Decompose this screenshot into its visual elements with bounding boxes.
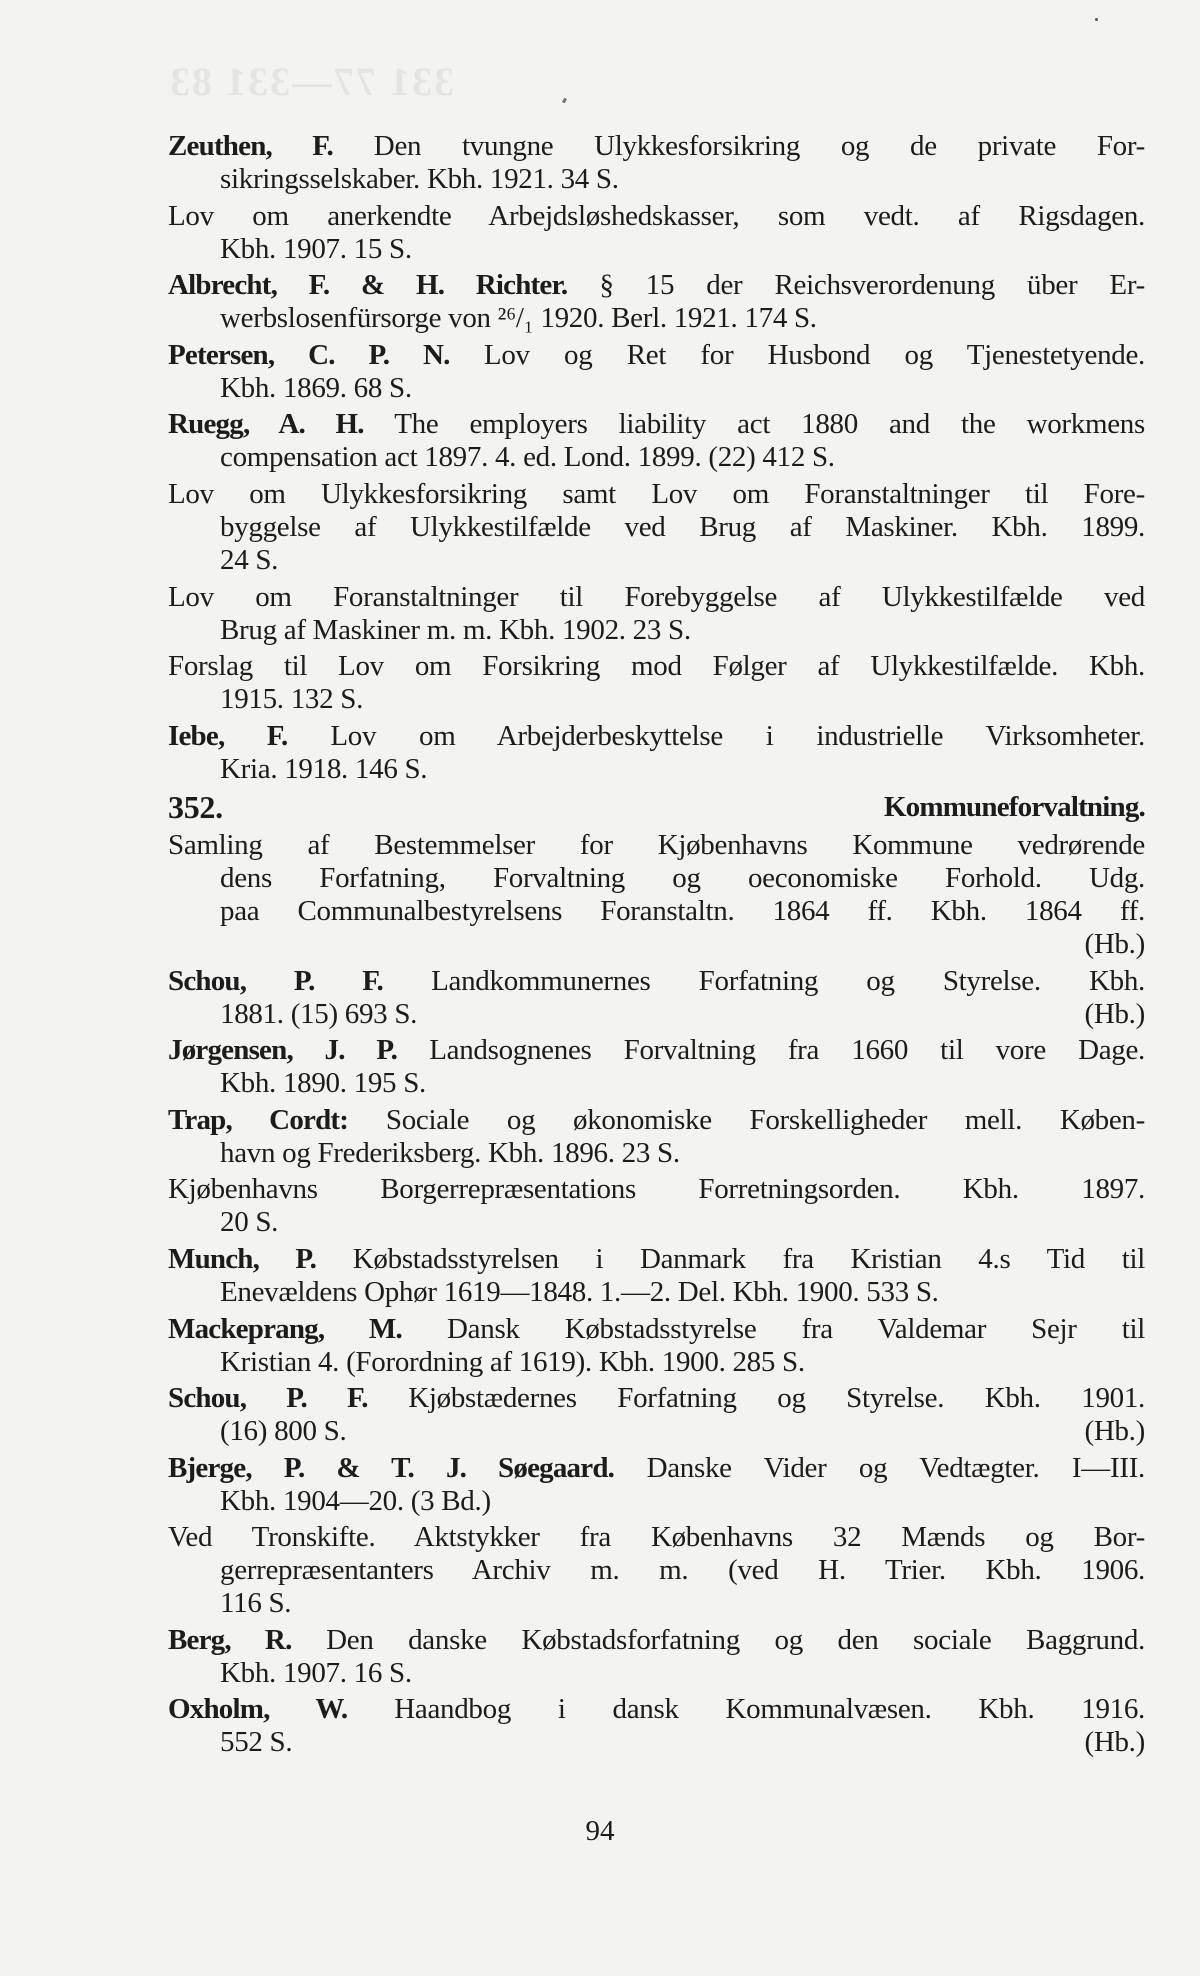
- entry-line: [168, 1624, 1145, 1657]
- entry-text: Kbh. 1869. 68 S.: [220, 371, 412, 404]
- section-title: Kommuneforvaltning.: [883, 791, 1145, 824]
- bibliography-entry: [168, 1693, 1145, 1759]
- entry-author: Trap, Cordt:: [168, 1103, 349, 1136]
- entry-line: [168, 1067, 1145, 1100]
- entry-text: Danske Vider og Vedtægter. I—III.: [646, 1451, 1145, 1484]
- binding-note: (Hb.): [1084, 1726, 1145, 1759]
- entry-line: [168, 1276, 1145, 1309]
- entry-text: gerrepræsentanters Archiv m. m. (ved H. Trier. Kbh. 1906.: [220, 1554, 1145, 1587]
- entry-line: [168, 683, 1145, 716]
- entry-line: [168, 998, 1145, 1031]
- entry-line: [168, 339, 1145, 372]
- entry-line: [168, 581, 1145, 614]
- entry-line: [168, 1382, 1145, 1415]
- bibliography-entry: [168, 720, 1145, 786]
- entry-text: 24 S.: [220, 543, 279, 576]
- entry-line: [168, 1726, 1145, 1759]
- bibliography-entry: [168, 581, 1145, 647]
- ink-speck: [1095, 18, 1098, 21]
- entry-line: [168, 130, 1145, 163]
- entry-line: [168, 965, 1145, 998]
- entry-line: [168, 1657, 1145, 1690]
- entry-line: [168, 372, 1145, 405]
- entry-line: [168, 1452, 1145, 1485]
- entry-author: Petersen, C. P. N.: [168, 338, 450, 371]
- entry-author: Ruegg, A. H.: [168, 408, 364, 441]
- bibliography-entry: [168, 1452, 1145, 1518]
- entry-text: Den danske Købstadsforfatning og den sociale Baggrund.: [326, 1623, 1145, 1656]
- entry-text: Samling af Bestemmelser for Kjøbenhavns Kommune vedrørende: [168, 828, 1145, 861]
- section-heading: [168, 789, 1145, 825]
- entry-line: [168, 269, 1145, 302]
- entry-text: havn og Frederiksberg. Kbh. 1896. 23 S.: [220, 1136, 680, 1169]
- entry-text: Kbh. 1904—20. (3 Bd.): [220, 1484, 491, 1517]
- entry-text: Brug af Maskiner m. m. Kbh. 1902. 23 S.: [220, 613, 691, 646]
- entry-line: [168, 1173, 1145, 1206]
- binding-note: (Hb.): [1084, 1415, 1145, 1448]
- entry-author: Zeuthen, F.: [168, 130, 333, 162]
- entry-text: Kbh. 1890. 195 S.: [220, 1067, 426, 1100]
- bibliography-entry: [168, 650, 1145, 716]
- bibliography-entry: [168, 269, 1145, 335]
- entry-text: Kbh. 1907. 15 S.: [220, 232, 412, 265]
- entry-text: Dansk Købstadsstyrelse fra Valdemar Sejr til: [447, 1312, 1146, 1345]
- entry-line: [168, 1587, 1145, 1620]
- bibliography-entry: [168, 829, 1145, 961]
- entry-text: 1881. (15) 693 S.: [220, 997, 418, 1030]
- entry-text: Kjøbenhavns Borgerrepræsentations Forretningsorden. Kbh. 1897.: [168, 1173, 1145, 1206]
- entry-text: compensation act 1897. 4. ed. Lond. 1899. (22) 412 S.: [220, 441, 835, 474]
- page-number: 94: [585, 1815, 615, 1847]
- binding-note: (Hb.): [1084, 927, 1145, 960]
- bibliography-entry: [168, 408, 1145, 474]
- bibliography-entry: [168, 1313, 1145, 1379]
- entry-line: [168, 1206, 1145, 1239]
- entry-line: [168, 650, 1145, 683]
- entry-author: Jørgensen, J. P.: [168, 1034, 398, 1067]
- entry-line: [168, 1415, 1145, 1448]
- entry-line: [168, 1693, 1145, 1726]
- bibliography-entry: [168, 200, 1145, 266]
- entry-text: Kbh. 1907. 16 S.: [220, 1656, 412, 1689]
- entry-text: Kria. 1918. 146 S.: [220, 752, 428, 785]
- entry-text: Forslag til Lov om Forsikring mod Følger af Ulykkestilfælde. Kbh.: [168, 650, 1145, 683]
- entry-author: Bjerge, P. & T. J. Søegaard.: [168, 1451, 615, 1484]
- entry-author: Mackeprang, M.: [168, 1312, 402, 1345]
- entry-text: Lov og Ret for Husbond og Tjenestetyende.: [483, 338, 1145, 371]
- bibliography-entry: [168, 1243, 1145, 1309]
- entry-line: [168, 720, 1145, 753]
- bleed-through-text: 331 77—331 83: [168, 59, 454, 104]
- entry-text: dens Forfatning, Forvaltning og oeconomiske Forhold. Udg.: [220, 861, 1145, 894]
- entry-line: [168, 928, 1145, 961]
- entry-line: [168, 233, 1145, 266]
- entry-line: [168, 1521, 1145, 1554]
- binding-note: (Hb.): [1084, 997, 1145, 1030]
- entry-author: Munch, P.: [168, 1242, 317, 1275]
- entry-line: [168, 478, 1145, 511]
- entry-text: Købstadsstyrelsen i Danmark fra Kristian 4.s Tid til: [352, 1242, 1146, 1275]
- entry-line: [168, 829, 1145, 862]
- entry-line: [168, 1243, 1145, 1276]
- entry-line: [168, 544, 1145, 577]
- bibliography-entry: [168, 1382, 1145, 1448]
- entry-text: Ved Tronskifte. Aktstykker fra Københavns 32 Mænds og Bor-: [168, 1521, 1145, 1554]
- entry-line: [168, 895, 1145, 928]
- bibliography-entry: [168, 478, 1145, 577]
- entry-text: Kjøbstædernes Forfatning og Styrelse. Kbh. 1901.: [408, 1382, 1145, 1415]
- bibliography-entry: [168, 1521, 1145, 1620]
- section-number: 352.: [168, 789, 223, 826]
- entry-text: Kristian 4. (Forordning af 1619). Kbh. 1900. 285 S.: [220, 1345, 805, 1378]
- entry-line: [168, 862, 1145, 895]
- entry-line: [168, 163, 1145, 196]
- entry-text: Lov om Foranstaltninger til Forebyggelse af Ulykkestilfælde ved: [168, 580, 1145, 613]
- entry-text: Den tvungne Ulykkesforsikring og de private For-: [373, 130, 1146, 162]
- bibliography-entry: [168, 1034, 1145, 1100]
- entry-text: The employers liability act 1880 and the workmens: [394, 408, 1145, 441]
- entry-text: Enevældens Ophør 1619—1848. 1.—2. Del. Kbh. 1900. 533 S.: [220, 1275, 939, 1308]
- entry-line: [168, 1313, 1145, 1346]
- entry-text: Sociale og økonomiske Forskelligheder mell. Køben-: [385, 1103, 1145, 1136]
- bibliography-list: [168, 130, 1145, 1759]
- bibliography-entry: [168, 339, 1145, 405]
- bibliography-entry: [168, 1624, 1145, 1690]
- bibliography-entry: [168, 1173, 1145, 1239]
- entry-author: Iebe, F.: [168, 719, 288, 752]
- entry-line: [168, 200, 1145, 233]
- entry-text: paa Communalbestyrelsens Foranstaltn. 1864 ff. Kbh. 1864 ff.: [220, 894, 1145, 927]
- entry-line: [168, 408, 1145, 441]
- entry-author: Oxholm, W.: [168, 1693, 348, 1726]
- entry-line: [168, 441, 1145, 474]
- entry-text: Landkommunernes Forfatning og Styrelse. Kbh.: [431, 964, 1145, 997]
- entry-line: [168, 1034, 1145, 1067]
- entry-text: 116 S.: [220, 1587, 292, 1620]
- entry-line: [168, 302, 1145, 335]
- entry-line: [168, 1554, 1145, 1587]
- entry-text: § 15 der Reichsverordenung über Er-: [599, 269, 1145, 302]
- entry-line: [168, 1137, 1145, 1170]
- entry-text: Haandbog i dansk Kommunalvæsen. Kbh. 1916.: [394, 1693, 1145, 1726]
- bibliography-entry: [168, 130, 1145, 196]
- entry-text: werbslosenfürsorge von ²⁶/₁ 1920. Berl. 1921. 174 S.: [220, 302, 817, 335]
- entry-author: Albrecht, F. & H. Richter.: [168, 269, 568, 302]
- entry-text: Lov om Arbejderbeskyttelse i industrielle Virksomheter.: [330, 719, 1146, 752]
- entry-line: [168, 753, 1145, 786]
- entry-text: 1915. 132 S.: [220, 683, 364, 716]
- entry-line: [168, 511, 1145, 544]
- entry-text: sikringsselskaber. Kbh. 1921. 34 S.: [220, 163, 619, 195]
- entry-text: Lov om Ulykkesforsikring samt Lov om Foranstaltninger til Fore-: [168, 477, 1145, 510]
- entry-author: Schou, P. F.: [168, 1382, 368, 1415]
- bibliography-entry: [168, 1104, 1145, 1170]
- entry-text: 20 S.: [220, 1206, 279, 1239]
- entry-line: [168, 614, 1145, 647]
- entry-text: Landsognenes Forvaltning fra 1660 til vore Dage.: [429, 1034, 1146, 1067]
- entry-text: Lov om anerkendte Arbejdsløshedskasser, som vedt. af Rigsdagen.: [168, 199, 1145, 232]
- entry-line: [168, 1485, 1145, 1518]
- entry-text: 552 S.: [220, 1726, 293, 1759]
- entry-author: Schou, P. F.: [168, 964, 383, 997]
- entry-text: (16) 800 S.: [220, 1415, 347, 1448]
- bibliography-entry: [168, 965, 1145, 1031]
- entry-line: [168, 1346, 1145, 1379]
- entry-text: byggelse af Ulykkestilfælde ved Brug af Maskiner. Kbh. 1899.: [220, 510, 1145, 543]
- entry-line: [168, 1104, 1145, 1137]
- ink-speck: [562, 98, 567, 104]
- entry-author: Berg, R.: [168, 1623, 292, 1656]
